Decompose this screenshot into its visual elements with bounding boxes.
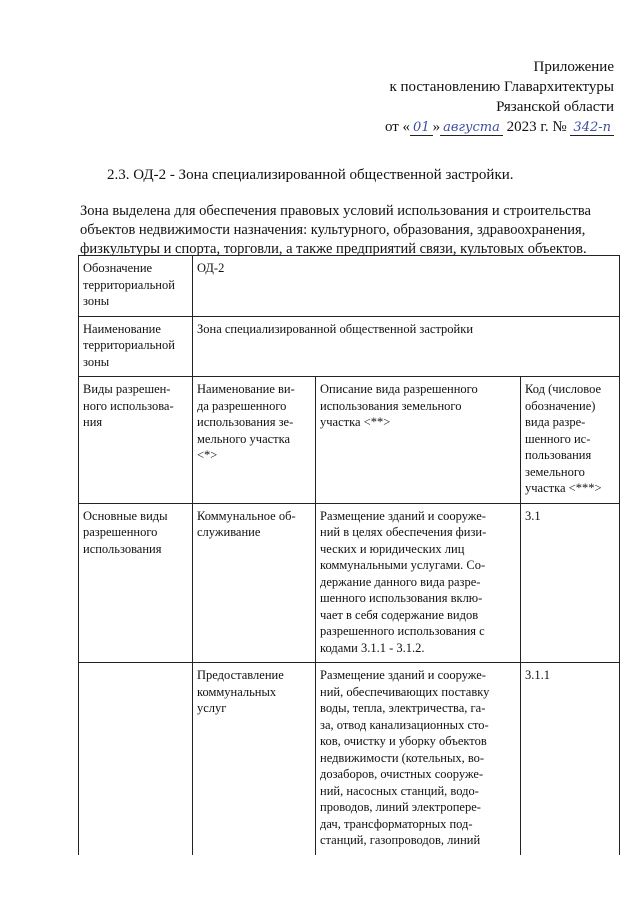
column-header-types: Виды разрешен- ного использова- ния — [79, 377, 193, 504]
zone-table — [78, 255, 620, 855]
date-year: 2023 г. № — [506, 119, 567, 135]
zone-name-label: Наименование территориальной зоны — [79, 316, 193, 377]
usage-code: 3.1 — [521, 503, 620, 663]
usage-name: Предоставление коммунальных услуг — [193, 663, 316, 855]
date-mid: » — [432, 119, 441, 135]
date-month: августа — [440, 120, 503, 136]
intro-line: Зона выделена для обеспечения правовых условий использования и строительства — [80, 203, 591, 219]
section-title: 2.3. ОД-2 - Зона специализированной общественной застройки. — [107, 167, 514, 183]
date-day: 01 — [410, 120, 433, 136]
usage-description: Размещение зданий и сооруже- ний, обеспечивающих поставку воды, тепла, электричества, га- за, отвод канализационных сто- ков, очистку и уборку объектов недвижимости (котельных, во- дозаборов, очистных сооруже- ний, насосных станций, водо- проводов, линий электропере- дач, трансформаторных под- станций, газопроводов, линий — [316, 663, 521, 855]
date-prefix: от « — [384, 119, 411, 135]
appendix-title: Приложение — [533, 59, 614, 75]
table-row — [79, 663, 620, 855]
appendix-region: Рязанской области — [496, 99, 614, 115]
table-header-row — [79, 377, 620, 504]
appendix-decree: к постановлению Главархитектуры — [389, 79, 614, 95]
usage-group: Основные виды разрешенного использования — [79, 503, 193, 663]
decree-number: 342-п — [570, 120, 614, 136]
column-header-code: Код (числовое обозначение) вида разре- шенного ис- пользования земельного участка <***> — [521, 377, 620, 504]
table-row-code — [79, 256, 620, 317]
usage-name: Коммунальное об- служивание — [193, 503, 316, 663]
appendix-date-line — [385, 117, 614, 138]
column-header-name: Наименование ви- да разрешенного использования зе- мельного участка <*> — [193, 377, 316, 504]
table-row-name — [79, 316, 620, 377]
usage-code: 3.1.1 — [521, 663, 620, 855]
appendix-header — [385, 57, 614, 138]
table-row — [79, 503, 620, 663]
zone-code-value: ОД-2 — [193, 256, 620, 317]
column-header-description: Описание вида разрешенного использования земельного участка <**> — [316, 377, 521, 504]
zone-intro — [80, 202, 620, 259]
zone-name-value: Зона специализированной общественной застройки — [193, 316, 620, 377]
intro-line: физкультуры и спорта, торговли, а также предприятий связи, культовых объектов. — [80, 241, 587, 257]
usage-description: Размещение зданий и сооруже- ний в целях обеспечения физи- ческих и юридических лиц коммунальными услугами. Со- держание данного вида разре- шенного использования вклю- чает в себя содержание видов разрешенного использования с кодами 3.1.1 - 3.1.2. — [316, 503, 521, 663]
intro-line: объектов недвижимости назначения: культурного, образования, здравоохранения, — [80, 222, 586, 238]
zone-code-label: Обозначение территориальной зоны — [79, 256, 193, 317]
usage-group — [79, 663, 193, 855]
